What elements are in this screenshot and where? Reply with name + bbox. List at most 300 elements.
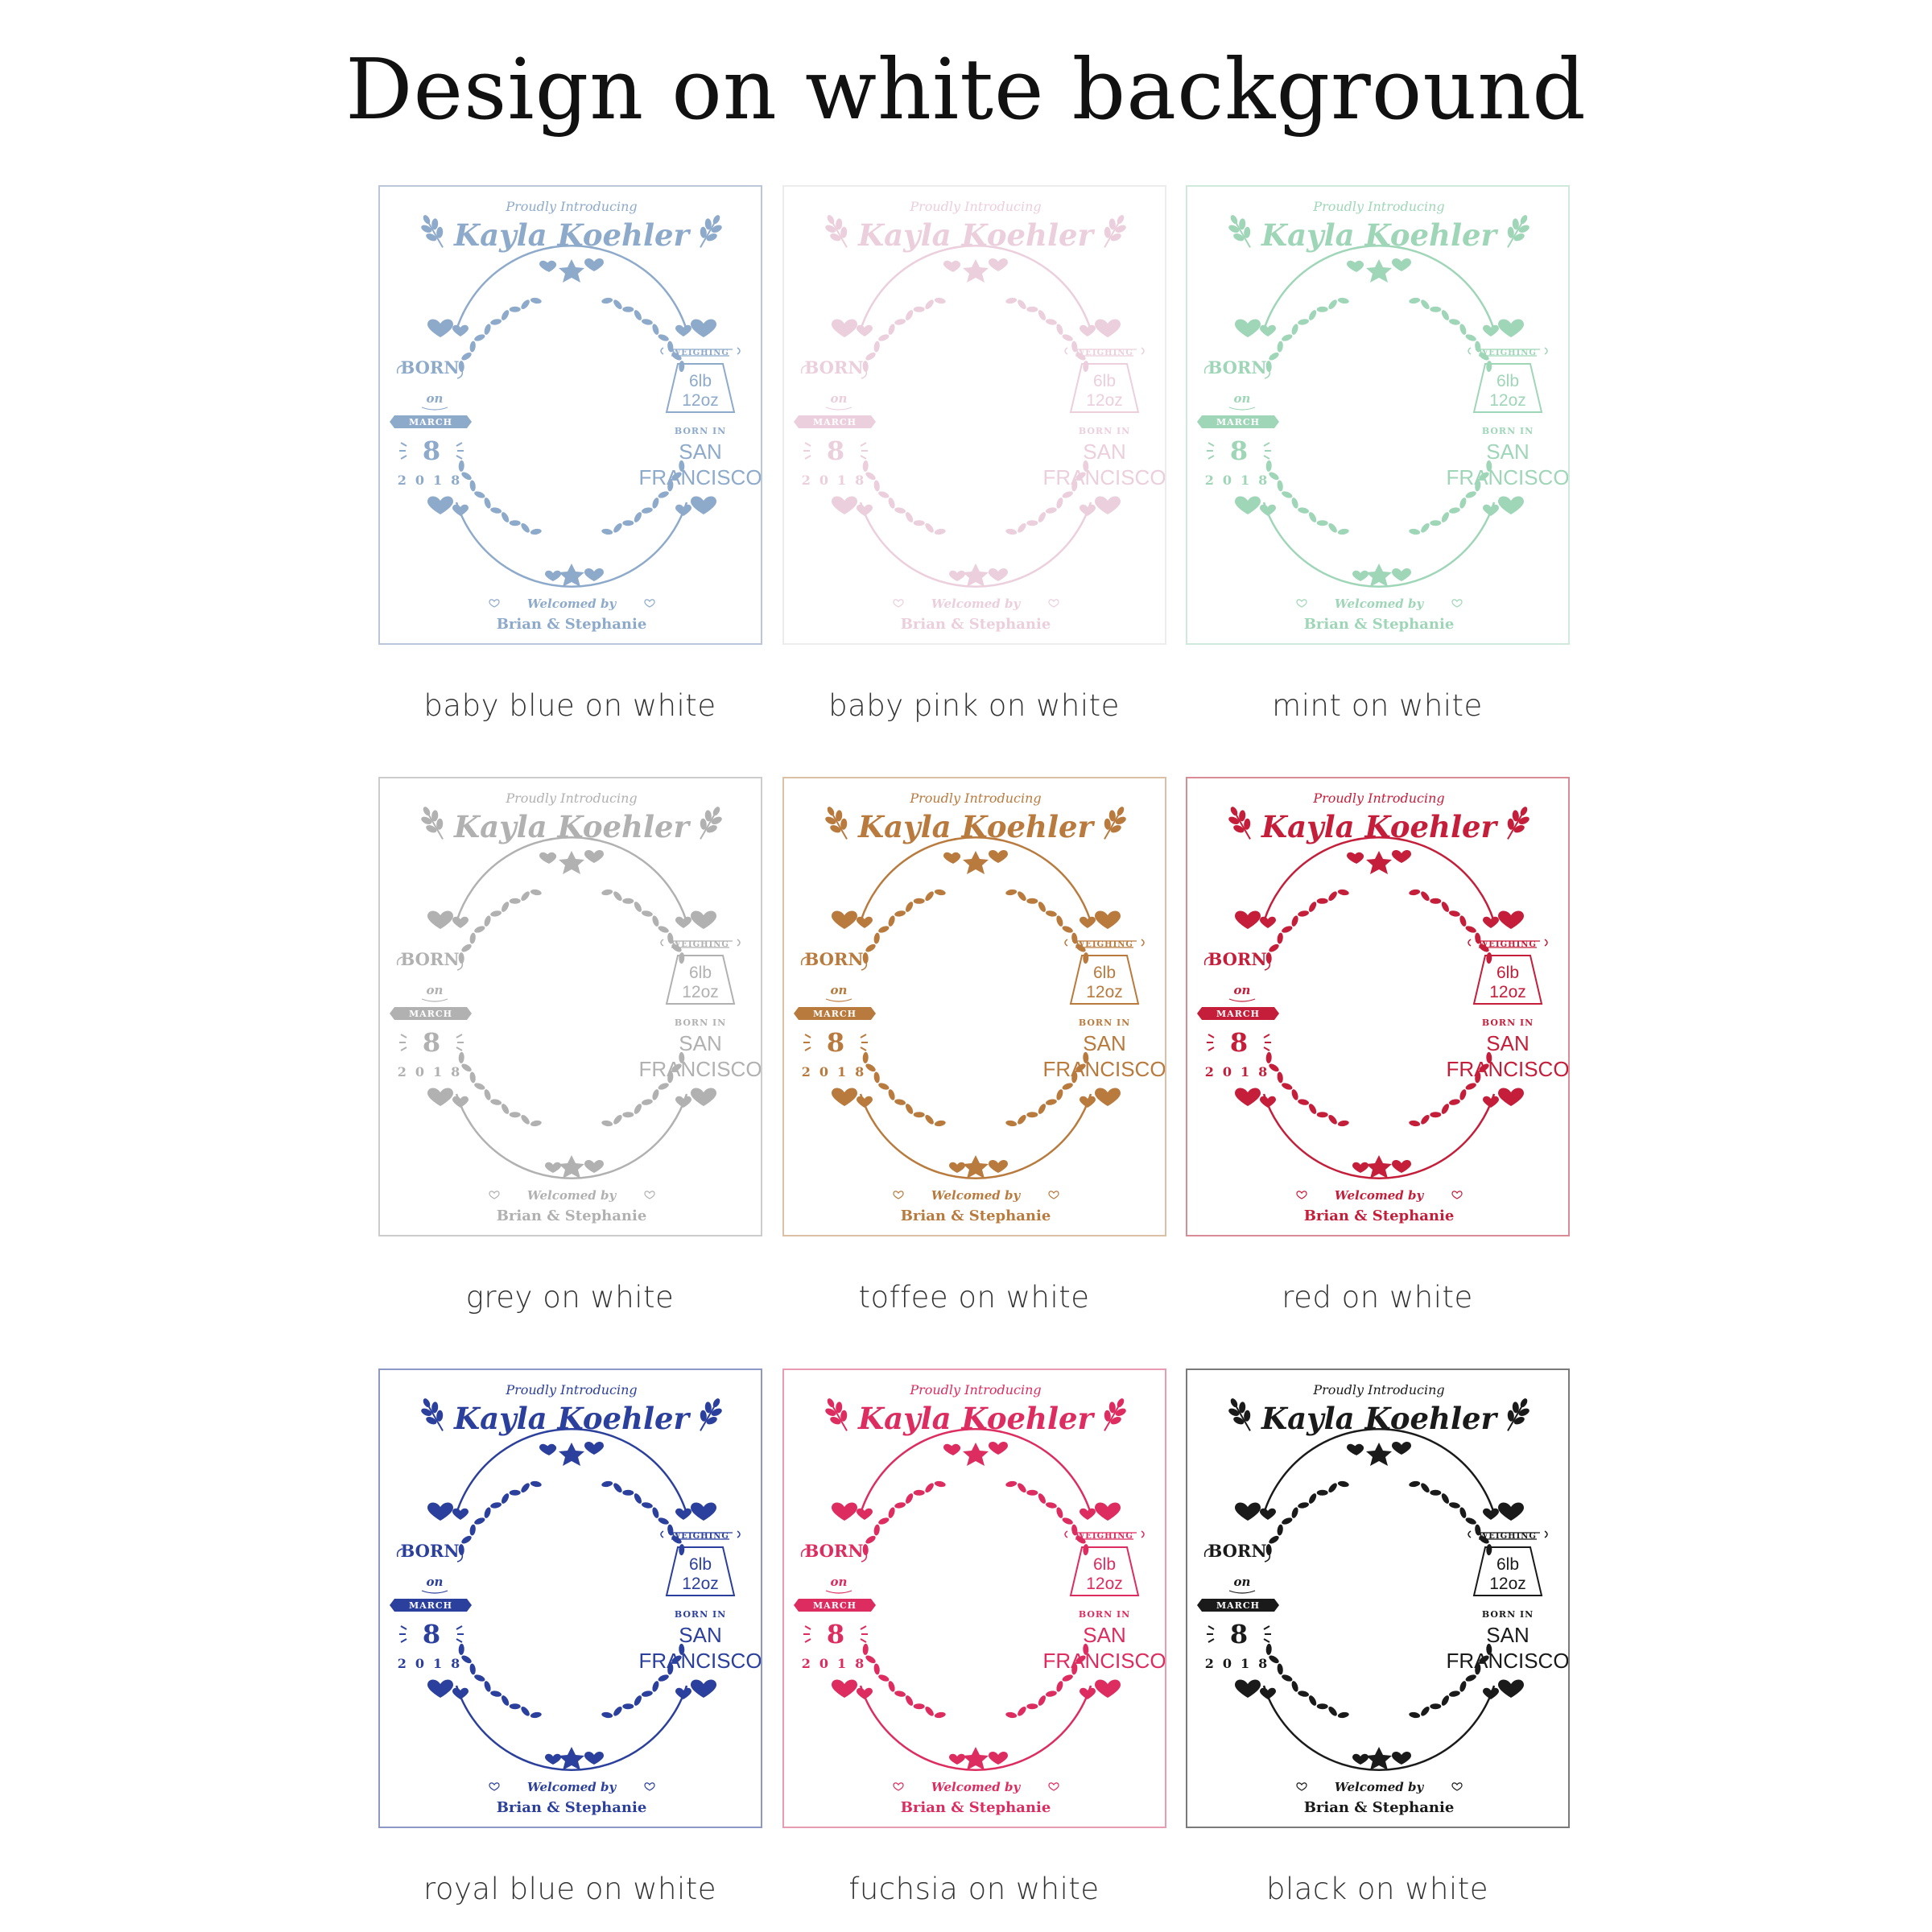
heart-icon: [1080, 1688, 1096, 1699]
heart-icon: [1095, 910, 1121, 929]
heart-icon: [1080, 1096, 1096, 1108]
wreath-icon: [427, 246, 716, 587]
heart-icon: [452, 1096, 469, 1108]
star-icon: [963, 259, 989, 283]
parents-label: Brian & Stephanie: [496, 1208, 647, 1224]
born-in-label: BORN IN: [1078, 426, 1131, 436]
design-preview: [380, 187, 762, 645]
city-line1: SAN: [1083, 1031, 1126, 1055]
heart-icon: [427, 319, 453, 337]
page-title: Design on white background: [345, 40, 1587, 138]
weight-lb: 6lb: [1092, 372, 1117, 390]
weight-oz: 12oz: [1489, 391, 1526, 410]
born-label: BORN: [400, 357, 460, 378]
sprig-icon-left: [415, 210, 452, 253]
design-preview: [784, 187, 1166, 645]
heart-icon: [857, 1688, 873, 1699]
swatch-card[interactable]: [782, 777, 1166, 1236]
on-label: on: [1233, 983, 1251, 997]
city-line1: SAN: [1486, 1623, 1530, 1647]
heart-icon: [691, 1502, 716, 1521]
sprig-icon-right: [691, 1393, 728, 1436]
weight-oz: 12oz: [682, 1575, 719, 1593]
heart-icon: [1260, 1096, 1276, 1108]
heart-icon: [1347, 261, 1363, 271]
on-label: on: [426, 983, 444, 997]
weighing-label: WEIGHING: [671, 349, 729, 357]
star-icon: [559, 851, 584, 874]
weight-oz: 12oz: [682, 983, 719, 1001]
sprig-icon-left: [1222, 1393, 1259, 1436]
born-label: BORN: [804, 357, 864, 378]
born-in-label: BORN IN: [1078, 1609, 1131, 1620]
sprig-icon-right: [1095, 802, 1132, 844]
parents-label: Brian & Stephanie: [1303, 1208, 1455, 1224]
heart-icon: [691, 496, 716, 514]
heart-icon: [1392, 1752, 1411, 1765]
weighing-banner: [1065, 939, 1144, 949]
design-preview: [1187, 1370, 1570, 1828]
weight-lb: 6lb: [688, 964, 712, 982]
city-line2: FRANCISCO: [1446, 465, 1570, 489]
heart-icon: [1498, 910, 1524, 929]
weighing-banner: [661, 348, 740, 357]
weighing-label: WEIGHING: [1075, 1532, 1133, 1541]
heart-icon: [539, 261, 555, 271]
wreath-icon: [427, 1429, 716, 1770]
heart-icon: [452, 505, 469, 516]
heart-icon: [539, 852, 555, 863]
heart-icon: [949, 1754, 965, 1765]
year-label: 2018: [1204, 473, 1277, 488]
month-label: MARCH: [408, 417, 453, 427]
heart-icon: [545, 1754, 561, 1765]
sprig-icon-left: [819, 210, 856, 253]
year-label: 2018: [801, 473, 873, 488]
heart-icon: [1347, 852, 1363, 863]
heart-icon: [943, 852, 960, 863]
month-label: MARCH: [812, 417, 857, 427]
heart-icon: [1235, 910, 1261, 929]
swatch-card[interactable]: [378, 1368, 762, 1828]
welcomed-by-label: Welcomed by: [931, 597, 1021, 611]
day-label: 8: [1229, 436, 1249, 466]
star-icon: [1366, 564, 1392, 587]
intro-text: Proudly Introducing: [1313, 1382, 1445, 1397]
heart-icon: [691, 1088, 716, 1106]
weighing-label: WEIGHING: [1075, 940, 1133, 949]
year-label: 2018: [1204, 1064, 1277, 1080]
swatch-card[interactable]: [1186, 185, 1570, 645]
weight-lb: 6lb: [1092, 964, 1117, 982]
heart-icon: [452, 1688, 469, 1699]
sprig-icon-right: [1498, 1393, 1535, 1436]
heart-icon: [989, 1160, 1008, 1173]
year-label: 2018: [397, 1656, 469, 1671]
design-preview: [1187, 778, 1570, 1236]
baby-name: Kayla Koehler: [453, 809, 690, 844]
heart-icon: [832, 496, 857, 514]
sprig-icon-left: [819, 802, 856, 844]
heart-icon: [1095, 496, 1121, 514]
wreath-icon: [1235, 837, 1524, 1179]
heart-icon: [1095, 319, 1121, 337]
city-line1: SAN: [1486, 440, 1530, 464]
star-icon: [963, 1443, 989, 1466]
baby-name: Kayla Koehler: [1261, 1401, 1497, 1436]
sprig-icon-right: [1095, 210, 1132, 253]
swatch-label: baby blue on white: [423, 688, 716, 723]
heart-icon: [1080, 325, 1096, 336]
sprig-icon-left: [1222, 210, 1259, 253]
sprig-icon-left: [1222, 802, 1259, 844]
month-banner: [390, 1599, 472, 1612]
heart-icon: [427, 1088, 453, 1106]
heart-icon: [545, 1162, 561, 1173]
heart-icon: [1498, 1679, 1524, 1698]
heart-icon: [1483, 1688, 1499, 1699]
city-line2: FRANCISCO: [638, 1649, 762, 1673]
intro-text: Proudly Introducing: [910, 199, 1042, 214]
sprig-icon-left: [415, 1393, 452, 1436]
sprig-icon-right: [1498, 802, 1535, 844]
heart-icon: [1392, 1160, 1411, 1173]
weight-lb: 6lb: [1496, 372, 1520, 390]
baby-name: Kayla Koehler: [857, 217, 1094, 253]
heart-icon: [1498, 1502, 1524, 1521]
month-banner: [794, 415, 876, 428]
heart-icon: [1352, 571, 1368, 581]
intro-text: Proudly Introducing: [506, 199, 638, 214]
star-icon: [963, 851, 989, 874]
heart-icon: [584, 1442, 604, 1455]
weighing-banner: [1468, 939, 1547, 949]
parents-label: Brian & Stephanie: [900, 1208, 1051, 1224]
day-label: 8: [422, 436, 441, 466]
design-preview: [380, 1370, 762, 1828]
welcomed-by-label: Welcomed by: [526, 597, 617, 611]
month-banner: [794, 1007, 876, 1020]
month-label: MARCH: [1216, 1009, 1261, 1019]
heart-icon: [1080, 917, 1096, 928]
weight-oz: 12oz: [682, 391, 719, 410]
heart-icon: [452, 1509, 469, 1520]
weighing-banner: [661, 1531, 740, 1541]
parents-label: Brian & Stephanie: [1303, 616, 1455, 633]
heart-icon: [427, 1502, 453, 1521]
swatch-card[interactable]: [782, 1368, 1166, 1828]
heart-icon: [1260, 1509, 1276, 1520]
weight-lb: 6lb: [1496, 964, 1520, 982]
born-in-label: BORN IN: [1481, 426, 1534, 436]
swatch-label: toffee on white: [858, 1280, 1090, 1315]
city-line1: SAN: [679, 440, 722, 464]
born-label: BORN: [804, 949, 864, 969]
city-line2: FRANCISCO: [1446, 1649, 1570, 1673]
parents-label: Brian & Stephanie: [900, 1799, 1051, 1816]
month-banner: [390, 415, 472, 428]
weight-oz: 12oz: [1086, 391, 1123, 410]
heart-icon: [857, 505, 873, 516]
sprig-icon-left: [819, 1393, 856, 1436]
heart-icon: [857, 1509, 873, 1520]
star-icon: [1366, 1747, 1392, 1770]
design-preview: [1187, 187, 1570, 645]
weight-oz: 12oz: [1086, 983, 1123, 1001]
baby-name: Kayla Koehler: [1261, 217, 1497, 253]
city-line1: SAN: [679, 1031, 722, 1055]
heart-icon: [832, 910, 857, 929]
heart-icon: [857, 325, 873, 336]
swatch-label: red on white: [1282, 1280, 1473, 1315]
swatch-label: royal blue on white: [423, 1872, 716, 1906]
heart-icon: [1392, 1442, 1411, 1455]
intro-text: Proudly Introducing: [910, 1382, 1042, 1397]
heart-icon: [691, 910, 716, 929]
star-icon: [1366, 1443, 1392, 1466]
heart-icon: [1392, 258, 1411, 271]
star-icon: [559, 564, 584, 587]
design-preview: [380, 778, 762, 1236]
day-label: 8: [826, 436, 845, 466]
born-label: BORN: [1208, 357, 1267, 378]
wreath-icon: [427, 837, 716, 1179]
heart-icon: [1260, 1688, 1276, 1699]
heart-icon: [427, 496, 453, 514]
heart-icon: [584, 1160, 604, 1173]
heart-icon: [943, 1444, 960, 1455]
heart-icon: [949, 1162, 965, 1173]
swatch-card[interactable]: [378, 185, 762, 645]
heart-icon: [1498, 319, 1524, 337]
day-label: 8: [826, 1027, 845, 1058]
parents-label: Brian & Stephanie: [496, 616, 647, 633]
city-line1: SAN: [679, 1623, 722, 1647]
heart-icon: [1260, 325, 1276, 336]
parents-label: Brian & Stephanie: [1303, 1799, 1455, 1816]
born-in-label: BORN IN: [674, 426, 727, 436]
heart-icon: [1095, 1502, 1121, 1521]
heart-icon: [943, 261, 960, 271]
heart-icon: [539, 1444, 555, 1455]
month-label: MARCH: [408, 1600, 453, 1611]
sprig-icon-left: [415, 802, 452, 844]
heart-icon: [989, 568, 1008, 581]
city-line2: FRANCISCO: [638, 465, 762, 489]
weighing-label: WEIGHING: [1479, 1532, 1537, 1541]
born-in-label: BORN IN: [1481, 1018, 1534, 1028]
on-label: on: [830, 1575, 848, 1589]
design-preview: [784, 1370, 1166, 1828]
heart-icon: [1235, 1679, 1261, 1698]
heart-icon: [675, 325, 691, 336]
welcomed-by-label: Welcomed by: [931, 1188, 1021, 1203]
swatch-label: grey on white: [465, 1280, 675, 1315]
heart-icon: [1498, 1088, 1524, 1106]
intro-text: Proudly Introducing: [910, 791, 1042, 806]
sprig-icon-right: [1498, 210, 1535, 253]
month-label: MARCH: [812, 1600, 857, 1611]
heart-icon: [832, 319, 857, 337]
heart-icon: [832, 1679, 857, 1698]
swatch-card[interactable]: [378, 777, 762, 1236]
heart-icon: [452, 917, 469, 928]
born-in-label: BORN IN: [1078, 1018, 1131, 1028]
weighing-banner: [1468, 1531, 1547, 1541]
sprig-icon-right: [1095, 1393, 1132, 1436]
weighing-label: WEIGHING: [671, 940, 729, 949]
weighing-label: WEIGHING: [671, 1532, 729, 1541]
born-in-label: BORN IN: [1481, 1609, 1534, 1620]
heart-icon: [1352, 1754, 1368, 1765]
heart-icon: [1080, 505, 1096, 516]
wreath-icon: [1235, 246, 1524, 587]
heart-icon: [584, 258, 604, 271]
weight-lb: 6lb: [688, 1555, 712, 1574]
heart-icon: [584, 568, 604, 581]
weighing-banner: [1065, 348, 1144, 357]
city-line2: FRANCISCO: [638, 1057, 762, 1081]
year-label: 2018: [1204, 1656, 1277, 1671]
baby-name: Kayla Koehler: [453, 217, 690, 253]
welcomed-by-label: Welcomed by: [1334, 1780, 1424, 1794]
born-label: BORN: [1208, 949, 1267, 969]
year-label: 2018: [397, 1064, 469, 1080]
swatch-label: black on white: [1265, 1872, 1489, 1906]
wreath-icon: [832, 1429, 1121, 1770]
star-icon: [1366, 851, 1392, 874]
heart-icon: [857, 917, 873, 928]
weighing-label: WEIGHING: [1075, 349, 1133, 357]
heart-icon: [1260, 505, 1276, 516]
swatch-card[interactable]: [1186, 777, 1570, 1236]
baby-name: Kayla Koehler: [857, 809, 1094, 844]
heart-icon: [691, 319, 716, 337]
year-label: 2018: [801, 1064, 873, 1080]
day-label: 8: [1229, 1619, 1249, 1649]
city-line1: SAN: [1486, 1031, 1530, 1055]
heart-icon: [1498, 496, 1524, 514]
heart-icon: [675, 1096, 691, 1108]
star-icon: [963, 1747, 989, 1770]
heart-icon: [1483, 1096, 1499, 1108]
star-icon: [1366, 259, 1392, 283]
born-label: BORN: [804, 1541, 864, 1561]
baby-name: Kayla Koehler: [1261, 809, 1497, 844]
heart-icon: [989, 1752, 1008, 1765]
parents-label: Brian & Stephanie: [900, 616, 1051, 633]
day-label: 8: [826, 1619, 845, 1649]
heart-icon: [949, 571, 965, 581]
heart-icon: [584, 850, 604, 863]
on-label: on: [1233, 1575, 1251, 1589]
city-line1: SAN: [1083, 1623, 1126, 1647]
star-icon: [559, 259, 584, 283]
welcomed-by-label: Welcomed by: [526, 1780, 617, 1794]
weight-lb: 6lb: [1496, 1555, 1520, 1574]
parents-label: Brian & Stephanie: [496, 1799, 647, 1816]
month-banner: [1197, 415, 1279, 428]
day-label: 8: [422, 1619, 441, 1649]
on-label: on: [830, 983, 848, 997]
city-line2: FRANCISCO: [1042, 1057, 1166, 1081]
heart-icon: [1080, 1509, 1096, 1520]
heart-icon: [675, 1688, 691, 1699]
born-in-label: BORN IN: [674, 1609, 727, 1620]
weight-lb: 6lb: [688, 372, 712, 390]
month-label: MARCH: [408, 1009, 453, 1019]
weighing-banner: [1065, 1531, 1144, 1541]
sprig-icon-right: [691, 802, 728, 844]
heart-icon: [1095, 1088, 1121, 1106]
heart-icon: [452, 325, 469, 336]
wreath-icon: [1235, 1429, 1524, 1770]
star-icon: [559, 1747, 584, 1770]
heart-icon: [989, 850, 1008, 863]
on-label: on: [426, 1575, 444, 1589]
heart-icon: [1235, 496, 1261, 514]
born-label: BORN: [1208, 1541, 1267, 1561]
heart-icon: [427, 910, 453, 929]
heart-icon: [1235, 319, 1261, 337]
heart-icon: [545, 571, 561, 581]
star-icon: [963, 564, 989, 587]
design-preview: [784, 778, 1166, 1236]
day-label: 8: [422, 1027, 441, 1058]
born-label: BORN: [400, 1541, 460, 1561]
baby-name: Kayla Koehler: [453, 1401, 690, 1436]
star-icon: [963, 1155, 989, 1179]
intro-text: Proudly Introducing: [1313, 791, 1445, 806]
heart-icon: [675, 1509, 691, 1520]
weight-lb: 6lb: [1092, 1555, 1117, 1574]
heart-icon: [427, 1679, 453, 1698]
on-label: on: [830, 391, 848, 406]
star-icon: [1366, 1155, 1392, 1179]
born-label: BORN: [400, 949, 460, 969]
month-label: MARCH: [1216, 417, 1261, 427]
intro-text: Proudly Introducing: [506, 791, 638, 806]
weighing-label: WEIGHING: [1479, 349, 1537, 357]
on-label: on: [426, 391, 444, 406]
star-icon: [559, 1443, 584, 1466]
year-label: 2018: [397, 473, 469, 488]
welcomed-by-label: Welcomed by: [1334, 597, 1424, 611]
heart-icon: [989, 258, 1008, 271]
swatch-card[interactable]: [782, 185, 1166, 645]
heart-icon: [832, 1502, 857, 1521]
weighing-banner: [661, 939, 740, 949]
city-line2: FRANCISCO: [1042, 465, 1166, 489]
heart-icon: [1392, 568, 1411, 581]
star-icon: [559, 1155, 584, 1179]
swatch-card[interactable]: [1186, 1368, 1570, 1828]
month-banner: [794, 1599, 876, 1612]
heart-icon: [1260, 917, 1276, 928]
month-label: MARCH: [812, 1009, 857, 1019]
heart-icon: [691, 1679, 716, 1698]
weight-oz: 12oz: [1086, 1575, 1123, 1593]
heart-icon: [1483, 1509, 1499, 1520]
sprig-icon-right: [691, 210, 728, 253]
heart-icon: [857, 1096, 873, 1108]
heart-icon: [1347, 1444, 1363, 1455]
swatch-label: fuchsia on white: [848, 1872, 1100, 1906]
heart-icon: [1235, 1502, 1261, 1521]
city-line1: SAN: [1083, 440, 1126, 464]
born-in-label: BORN IN: [674, 1018, 727, 1028]
welcomed-by-label: Welcomed by: [1334, 1188, 1424, 1203]
